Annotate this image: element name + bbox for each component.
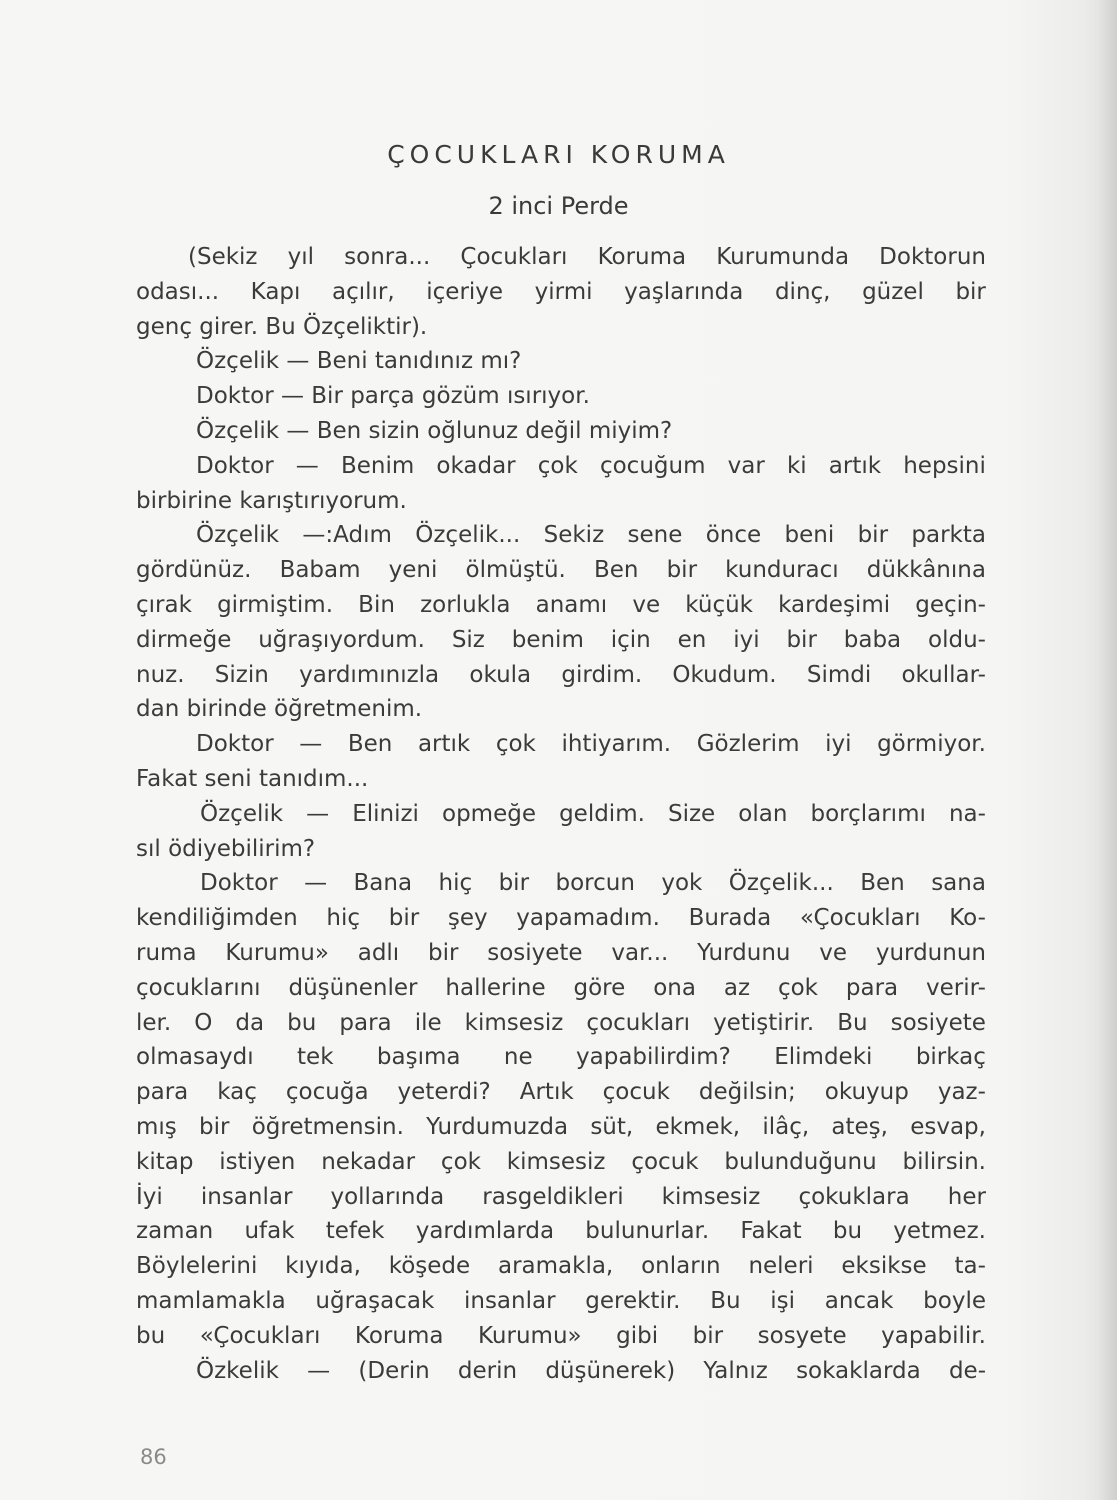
word: O <box>194 1009 213 1036</box>
word: «Çocukları <box>799 905 921 932</box>
word: nuz. <box>136 661 185 688</box>
word: yetmez. <box>893 1218 986 1245</box>
word: da <box>235 1009 265 1036</box>
word: kaç <box>217 1079 257 1106</box>
word: istiyen <box>219 1148 296 1175</box>
text-line: Özçelik — Ben sizin oğlunuz değil miyim? <box>196 417 673 444</box>
word: Sekiz <box>543 522 605 549</box>
word: Sizin <box>214 661 269 688</box>
text-line <box>136 1319 986 1354</box>
word: yardımlarda <box>415 1218 555 1245</box>
word: yapabilirdim? <box>576 1044 731 1071</box>
word: başıma <box>376 1044 461 1071</box>
word: esvap, <box>910 1113 986 1140</box>
text-line <box>136 518 986 553</box>
word: az <box>723 974 751 1001</box>
word: ölmüştü. <box>465 557 566 584</box>
word: «Çocukları <box>199 1322 321 1349</box>
word: bir <box>666 557 698 584</box>
word: parkta <box>911 522 986 549</box>
word: bulunurlar. <box>585 1218 710 1245</box>
word: İyi <box>136 1183 163 1210</box>
word: yapamadım. <box>516 905 660 932</box>
word: Kurumu» <box>478 1322 582 1349</box>
word: Ben <box>860 870 905 897</box>
text-line <box>136 1145 986 1180</box>
word: güzel <box>862 278 924 305</box>
word: iyi <box>825 731 852 758</box>
word: Doktor <box>196 731 274 758</box>
word: bir <box>388 905 420 932</box>
word: insanlar <box>463 1287 556 1314</box>
text-line <box>136 1110 986 1145</box>
word: insanlar <box>200 1183 293 1210</box>
word: Doktor <box>200 870 278 897</box>
word: Babam <box>279 557 361 584</box>
text-line: Fakat seni tanıdım... <box>136 765 369 792</box>
word: bir <box>199 1113 230 1140</box>
word: Okudum. <box>672 661 777 688</box>
word: değilsin; <box>698 1079 796 1106</box>
word: hallerine <box>445 974 546 1001</box>
text-line <box>136 1249 986 1284</box>
word: çok <box>777 974 818 1001</box>
word: Benim <box>340 452 415 479</box>
word: Ko- <box>949 905 986 932</box>
word: Yurdumuzda <box>426 1113 569 1140</box>
page-number: 86 <box>140 1445 167 1469</box>
text-line <box>136 901 986 936</box>
text-line: genç girer. Bu Özçeliktir). <box>136 313 428 340</box>
word: okadar <box>436 452 516 479</box>
word: yaşlarında <box>624 278 744 305</box>
word: bulunduğunu <box>724 1148 877 1175</box>
word: anamı <box>535 591 608 618</box>
word: ler. <box>136 1009 172 1036</box>
word: Kurumunda <box>716 244 850 270</box>
word: ne <box>503 1044 533 1071</box>
word: tek <box>297 1044 334 1071</box>
word: beni <box>784 522 835 549</box>
word: bu <box>832 1218 863 1245</box>
text-line <box>136 658 986 693</box>
word: onların <box>641 1253 721 1280</box>
text-line <box>136 623 986 658</box>
word: yetiştirir. <box>713 1009 815 1036</box>
word: çocuğa <box>285 1079 369 1106</box>
word: göre <box>573 974 626 1001</box>
word: çocuk <box>602 1079 670 1106</box>
word: Özçelik... <box>728 870 834 897</box>
word: ona <box>653 974 696 1001</box>
word: ta- <box>954 1253 986 1280</box>
word: öğretmensin. <box>251 1113 404 1140</box>
word: ve <box>632 591 661 618</box>
word: Kapı <box>250 278 301 305</box>
word: iyi <box>733 626 760 653</box>
word: rasgeldikleri <box>482 1183 624 1210</box>
word: içeriye <box>426 278 504 305</box>
word: düşünerek) <box>545 1357 676 1384</box>
text-line <box>136 1180 986 1215</box>
word: odası... <box>136 278 220 305</box>
word: işi <box>770 1287 796 1314</box>
word: bir <box>786 626 817 653</box>
word: Ben <box>593 557 639 584</box>
word: en <box>677 626 707 653</box>
word: Böylelerini <box>136 1253 258 1280</box>
word: sene <box>627 522 683 549</box>
word: var <box>727 452 765 479</box>
word: var... <box>611 939 669 966</box>
word: kendiliğimden <box>136 905 298 932</box>
word: Size <box>667 800 716 827</box>
page-title: ÇOCUKLARI KORUMA <box>387 140 730 169</box>
word: çokuklara <box>798 1183 910 1210</box>
word: ihtiyarım. <box>561 731 672 758</box>
word: borcun <box>555 870 635 897</box>
word: bilirsin. <box>902 1148 986 1175</box>
word: Doktor <box>196 452 274 479</box>
act-subtitle: 2 inci Perde <box>488 192 629 220</box>
word: Doktorun <box>879 244 986 270</box>
word: — <box>304 870 328 897</box>
word: para <box>845 974 899 1001</box>
word: Fakat <box>740 1218 802 1245</box>
word: bir <box>498 870 530 897</box>
word: süt, <box>590 1113 634 1140</box>
word: uğraşıyordum. <box>258 626 425 653</box>
word: Özçelik <box>196 522 280 549</box>
word: Bu <box>837 1009 868 1036</box>
word: sosyete <box>757 1322 847 1349</box>
word: girdim. <box>561 661 643 688</box>
word: olan <box>738 800 788 827</box>
word: düşünenler <box>288 974 418 1001</box>
word: sana <box>931 870 986 897</box>
word: Bana <box>353 870 413 897</box>
word: artık <box>417 731 471 758</box>
word: — <box>299 731 323 758</box>
word: bu <box>287 1009 317 1036</box>
word: geçin- <box>915 591 986 618</box>
text-line <box>136 727 986 762</box>
word: (Sekiz <box>188 244 258 270</box>
word: kunduracı <box>725 557 839 584</box>
word: Burada <box>688 905 772 932</box>
word: Özçelik... <box>415 522 521 549</box>
word: önce <box>705 522 762 549</box>
word: oldu- <box>928 626 986 653</box>
word: ateş, <box>831 1113 888 1140</box>
word: Kurumu» <box>225 939 329 966</box>
word: okula <box>469 661 532 688</box>
text-line <box>136 275 986 310</box>
word: boyle <box>923 1287 986 1314</box>
word: yaz- <box>937 1079 986 1106</box>
word: eksikse <box>841 1253 927 1280</box>
word: çok <box>537 452 578 479</box>
word: bir <box>955 278 986 305</box>
word: çocuğum <box>599 452 706 479</box>
word: yollarında <box>330 1183 445 1210</box>
text-line <box>136 936 986 971</box>
word: girmiştim. <box>217 591 334 618</box>
text-line: sıl ödiyebilirim? <box>136 835 316 862</box>
word: sosiyete <box>487 939 583 966</box>
word: küçük <box>685 591 753 618</box>
word: kimsesiz <box>464 1009 564 1036</box>
word: na- <box>948 800 986 827</box>
word: borçlarımı <box>810 800 926 827</box>
text-line <box>136 1284 986 1319</box>
word: adlı <box>357 939 400 966</box>
word: ile <box>414 1009 442 1036</box>
word: opmeğe <box>442 800 536 827</box>
word: kitap <box>136 1148 194 1175</box>
text-line: Doktor — Bir parça gözüm ısırıyor. <box>196 383 590 410</box>
word: Özkelik <box>196 1357 279 1384</box>
word: bu <box>136 1322 166 1349</box>
word: Artık <box>519 1079 574 1106</box>
text-line: dan birinde öğretmenim. <box>136 696 423 723</box>
word: çok <box>440 1148 481 1175</box>
word: hiç <box>438 870 473 897</box>
text-line <box>136 449 986 484</box>
word: şey <box>447 905 488 932</box>
word: verir- <box>926 974 986 1001</box>
word: sokaklarda <box>796 1357 921 1384</box>
word: yurdunun <box>875 939 986 966</box>
word: neleri <box>748 1253 814 1280</box>
word: Yurdunu <box>697 939 791 966</box>
word: uğraşacak <box>315 1287 435 1314</box>
word: dirmeğe <box>136 626 232 653</box>
word: Yalnız <box>703 1357 768 1384</box>
word: sosiyete <box>890 1009 986 1036</box>
word: çocuklarını <box>136 974 261 1001</box>
word: hepsini <box>903 452 986 479</box>
text-line <box>136 1075 986 1110</box>
word: çocuk <box>631 1148 699 1175</box>
word: ilâç, <box>762 1113 810 1140</box>
word: köşede <box>388 1253 471 1280</box>
word: çocukları <box>586 1009 691 1036</box>
word: Gözlerim <box>696 731 800 758</box>
word: kimsesiz <box>506 1148 606 1175</box>
word: mamlamakla <box>136 1287 286 1314</box>
word: kardeşimi <box>778 591 891 618</box>
word: Ben <box>347 731 393 758</box>
text-line: birbirine karıştırıyorum. <box>136 487 407 514</box>
text-line <box>136 797 986 832</box>
word: çok <box>495 731 536 758</box>
word: ruma <box>136 939 197 966</box>
word: ancak <box>824 1287 894 1314</box>
word: dükkânına <box>866 557 986 584</box>
word: tefek <box>325 1218 385 1245</box>
word: kimsesiz <box>661 1183 761 1210</box>
word: açılır, <box>332 278 395 305</box>
word: Bu <box>710 1287 741 1314</box>
word: ufak <box>244 1218 295 1245</box>
word: benim <box>511 626 584 653</box>
word: derin <box>457 1357 518 1384</box>
word: Çocukları <box>460 244 568 270</box>
word: gerektir. <box>585 1287 681 1314</box>
play-text <box>136 240 986 1388</box>
word: gördünüz. <box>136 557 252 584</box>
word: (Derin <box>358 1357 430 1384</box>
word: yıl <box>287 244 315 270</box>
word: birkaç <box>915 1044 986 1071</box>
word: olmasaydı <box>136 1044 254 1071</box>
word: Elinizi <box>352 800 419 827</box>
word: Simdi <box>806 661 872 688</box>
word: de- <box>948 1357 986 1384</box>
word: — <box>295 452 319 479</box>
word: Elimdeki <box>774 1044 873 1071</box>
text-line <box>136 866 986 901</box>
word: para <box>136 1079 189 1106</box>
word: —:Adım <box>302 522 392 549</box>
word: nekadar <box>321 1148 416 1175</box>
word: aramakla, <box>497 1253 614 1280</box>
word: bir <box>427 939 459 966</box>
text-line <box>136 588 986 623</box>
word: bir <box>692 1322 724 1349</box>
word: — <box>307 1357 331 1384</box>
word: para <box>339 1009 392 1036</box>
text-line <box>136 1214 986 1249</box>
word: artık <box>828 452 882 479</box>
text-line <box>136 240 986 275</box>
word: gibi <box>616 1322 659 1349</box>
text-line: Özçelik — Beni tanıdınız mı? <box>196 348 522 375</box>
word: yok <box>661 870 703 897</box>
text-line <box>136 1006 986 1041</box>
word: için <box>610 626 651 653</box>
word: yeterdi? <box>397 1079 491 1106</box>
word: kıyıda, <box>285 1253 361 1280</box>
word: yardımınızla <box>299 661 440 688</box>
word: okuyup <box>824 1079 909 1106</box>
word: yirmi <box>534 278 593 305</box>
text-line <box>136 1040 986 1075</box>
text-line <box>136 1354 986 1389</box>
word: hiç <box>326 905 361 932</box>
word: okullar- <box>901 661 986 688</box>
word: — <box>306 800 330 827</box>
word: yapabilir. <box>881 1322 986 1349</box>
word: baba <box>843 626 902 653</box>
word: ki <box>786 452 807 479</box>
word: zorlukla <box>420 591 511 618</box>
word: Özçelik <box>200 800 284 827</box>
word: Koruma <box>597 244 687 270</box>
word: Bin <box>358 591 395 618</box>
word: geldim. <box>559 800 645 827</box>
word: ve <box>819 939 848 966</box>
word: zaman <box>136 1218 214 1245</box>
word: dinç, <box>774 278 831 305</box>
word: görmiyor. <box>877 731 986 758</box>
word: Siz <box>451 626 485 653</box>
text-line <box>136 971 986 1006</box>
word: Koruma <box>354 1322 444 1349</box>
word: bir <box>857 522 889 549</box>
text-line <box>136 553 986 588</box>
word: her <box>947 1183 986 1210</box>
page-spine-shadow <box>1099 0 1117 1500</box>
word: mış <box>136 1113 177 1140</box>
word: çırak <box>136 591 192 618</box>
word: sonra... <box>344 244 431 270</box>
word: yeni <box>388 557 438 584</box>
word: ekmek, <box>655 1113 741 1140</box>
